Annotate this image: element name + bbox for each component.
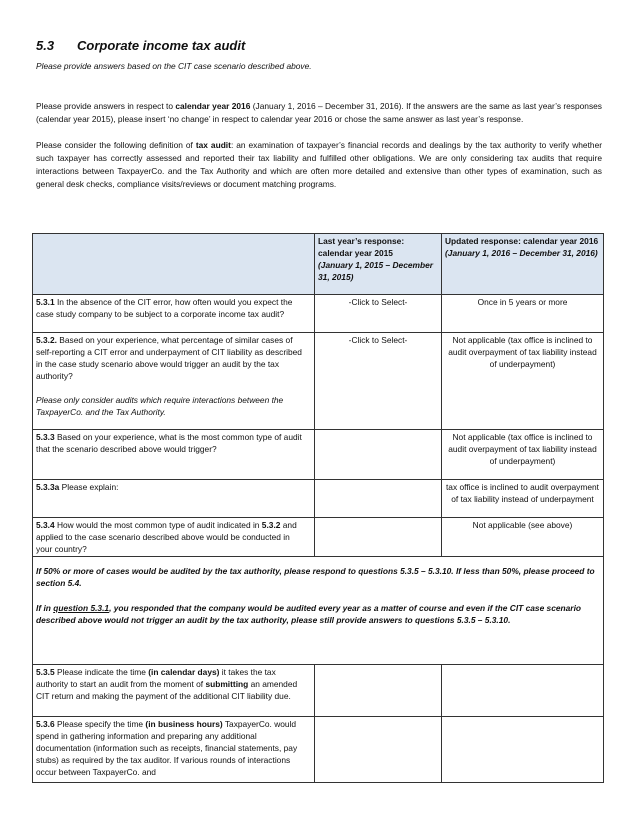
header-empty-cell <box>33 234 315 295</box>
text-run: Please consider the following definition of <box>36 140 196 150</box>
question-text: and applied to the case scenario described above would be conducted in your country? <box>36 520 297 554</box>
question-text: Please indicate the time <box>54 667 149 677</box>
question-text: Based on your experience, what is the most common type of audit that the scenario described above would trigger? <box>36 432 302 454</box>
question-emphasis: submitting <box>205 679 249 689</box>
header-period: (January 1, 2015 – December 31, 2015) <box>318 260 433 282</box>
header-label: Updated response: calendar year 2016 <box>445 236 599 246</box>
question-emphasis: (in calendar days) <box>148 667 220 677</box>
question-note: Please only consider audits which require interactions between the TaxpayerCo. and the Tax Authority. <box>36 395 284 417</box>
document-page <box>36 38 602 191</box>
question-text: How would the most common type of audit indicated in <box>54 520 262 530</box>
text-run: Please provide answers in respect to <box>36 101 176 111</box>
instruction-every-year <box>36 602 600 626</box>
question-text: TaxpayerCo. would spend in gathering information and preparing any additional documentation (information such as receipts, financial statements, pay stubs) as required by the tax auditor. If various rounds of interactions occur between TaxpayerCo. and <box>36 719 298 777</box>
updated-response: Not applicable (tax office is inclined to audit overpayment of tax liability instead of underpayment) <box>442 430 604 480</box>
table-row <box>33 333 604 430</box>
question-cell <box>33 333 315 430</box>
text-run: , you responded that the company would be audited every year as a matter of course and even if the CIT case scenario described above would not trigger an audit by the tax authority, please still provide answers to questions 5.3.5 – 5.3.10. <box>36 603 582 625</box>
table-row <box>33 480 604 518</box>
updated-response[interactable] <box>442 665 604 717</box>
last-year-response[interactable] <box>315 480 442 518</box>
question-number: 5.3.6 <box>36 719 55 729</box>
section-title: Corporate income tax audit <box>77 38 246 53</box>
updated-response: tax office is inclined to audit overpayment of tax liability instead of underpayment <box>442 480 604 518</box>
last-year-response[interactable] <box>315 717 442 783</box>
question-text: Based on your experience, what percentage of similar cases of self-reporting a CIT error and underpayment of CIT liability as described in the case study scenario above would trigger an audit by the tax authority? <box>36 335 302 381</box>
question-reference-link[interactable]: question 5.3.1 <box>53 603 110 613</box>
last-year-select[interactable]: -Click to Select- <box>315 295 442 333</box>
question-number: 5.3.1 <box>36 297 55 307</box>
header-updated <box>442 234 604 295</box>
text-run: : an examination of taxpayer’s financial records and dealings by the tax authority to verify whether such taxpayer has correctly assessed and reported their tax liability and fulfilled other obligations. We are only considering tax audits that require interactions between TaxpayerCo. and the Tax Authority and which are often more detailed and extensive than other types of examination, such as general desk checks, compliance visits/reviews or document matching programs. <box>36 140 603 189</box>
question-emphasis: (in business hours) <box>145 719 223 729</box>
question-cell <box>33 480 315 518</box>
section-number: 5.3 <box>36 38 55 53</box>
question-number: 5.3.5 <box>36 667 55 677</box>
table-header-row <box>33 234 604 295</box>
question-cell <box>33 665 315 717</box>
question-cell <box>33 518 315 557</box>
section-heading <box>36 38 602 53</box>
header-period: (January 1, 2016 – December 31, 2016) <box>445 248 598 258</box>
table-row <box>33 717 604 783</box>
question-cell <box>33 295 315 333</box>
last-year-response[interactable] <box>315 430 442 480</box>
question-text: Please specify the time <box>54 719 146 729</box>
last-year-select[interactable]: -Click to Select- <box>315 333 442 430</box>
last-year-response[interactable] <box>315 665 442 717</box>
updated-response: Not applicable (tax office is inclined to audit overpayment of tax liability instead of underpayment) <box>442 333 604 430</box>
question-number: 5.3.3 <box>36 432 55 442</box>
text-run: If in <box>36 603 54 613</box>
instructions-paragraph <box>36 100 602 126</box>
header-last-year <box>315 234 442 295</box>
table-row <box>33 430 604 480</box>
question-cell <box>33 717 315 783</box>
question-number: 5.3.4 <box>36 520 55 530</box>
instruction-cell <box>33 557 604 665</box>
question-text: In the absence of the CIT error, how often would you expect the case study company to be subject to a corporate income tax audit? <box>36 297 293 319</box>
updated-response: Not applicable (see above) <box>442 518 604 557</box>
question-ref: 5.3.2 <box>261 520 281 530</box>
term-tax-audit: tax audit <box>195 140 231 150</box>
questionnaire-table <box>32 233 604 783</box>
table-row <box>33 295 604 333</box>
emphasis-calendar-year: calendar year 2016 <box>175 101 251 111</box>
question-text: an amended CIT return and making the payment of the additional CIT liability due. <box>36 679 298 701</box>
instruction-threshold: If 50% or more of cases would be audited by the tax authority, please respond to questions 5.3.5 – 5.3.10. If less than 50%, please proceed to section 5.4. <box>36 566 595 588</box>
header-label: Last year’s response: calendar year 2015 <box>318 236 405 258</box>
table-row <box>33 665 604 717</box>
last-year-response[interactable] <box>315 518 442 557</box>
question-number: 5.3.2. <box>36 335 57 345</box>
instruction-row <box>33 557 604 665</box>
updated-response: Once in 5 years or more <box>442 295 604 333</box>
text-run: (January 1, 2016 – December 31, 2016). If the answers are the same as last year’s responses (calendar year 2015), please insert ‘no change’ in respect to calendar year 2016 or chose the same answer as last year’s response. <box>36 101 602 124</box>
definition-paragraph <box>36 139 602 191</box>
section-intro: Please provide answers based on the CIT case scenario described above. <box>36 61 312 71</box>
table-row <box>33 518 604 557</box>
updated-response[interactable] <box>442 717 604 783</box>
question-cell <box>33 430 315 480</box>
question-text: Please explain: <box>59 482 119 492</box>
question-text: it takes the tax authority to start an audit from the moment of <box>36 667 276 689</box>
question-number: 5.3.3a <box>36 482 60 492</box>
